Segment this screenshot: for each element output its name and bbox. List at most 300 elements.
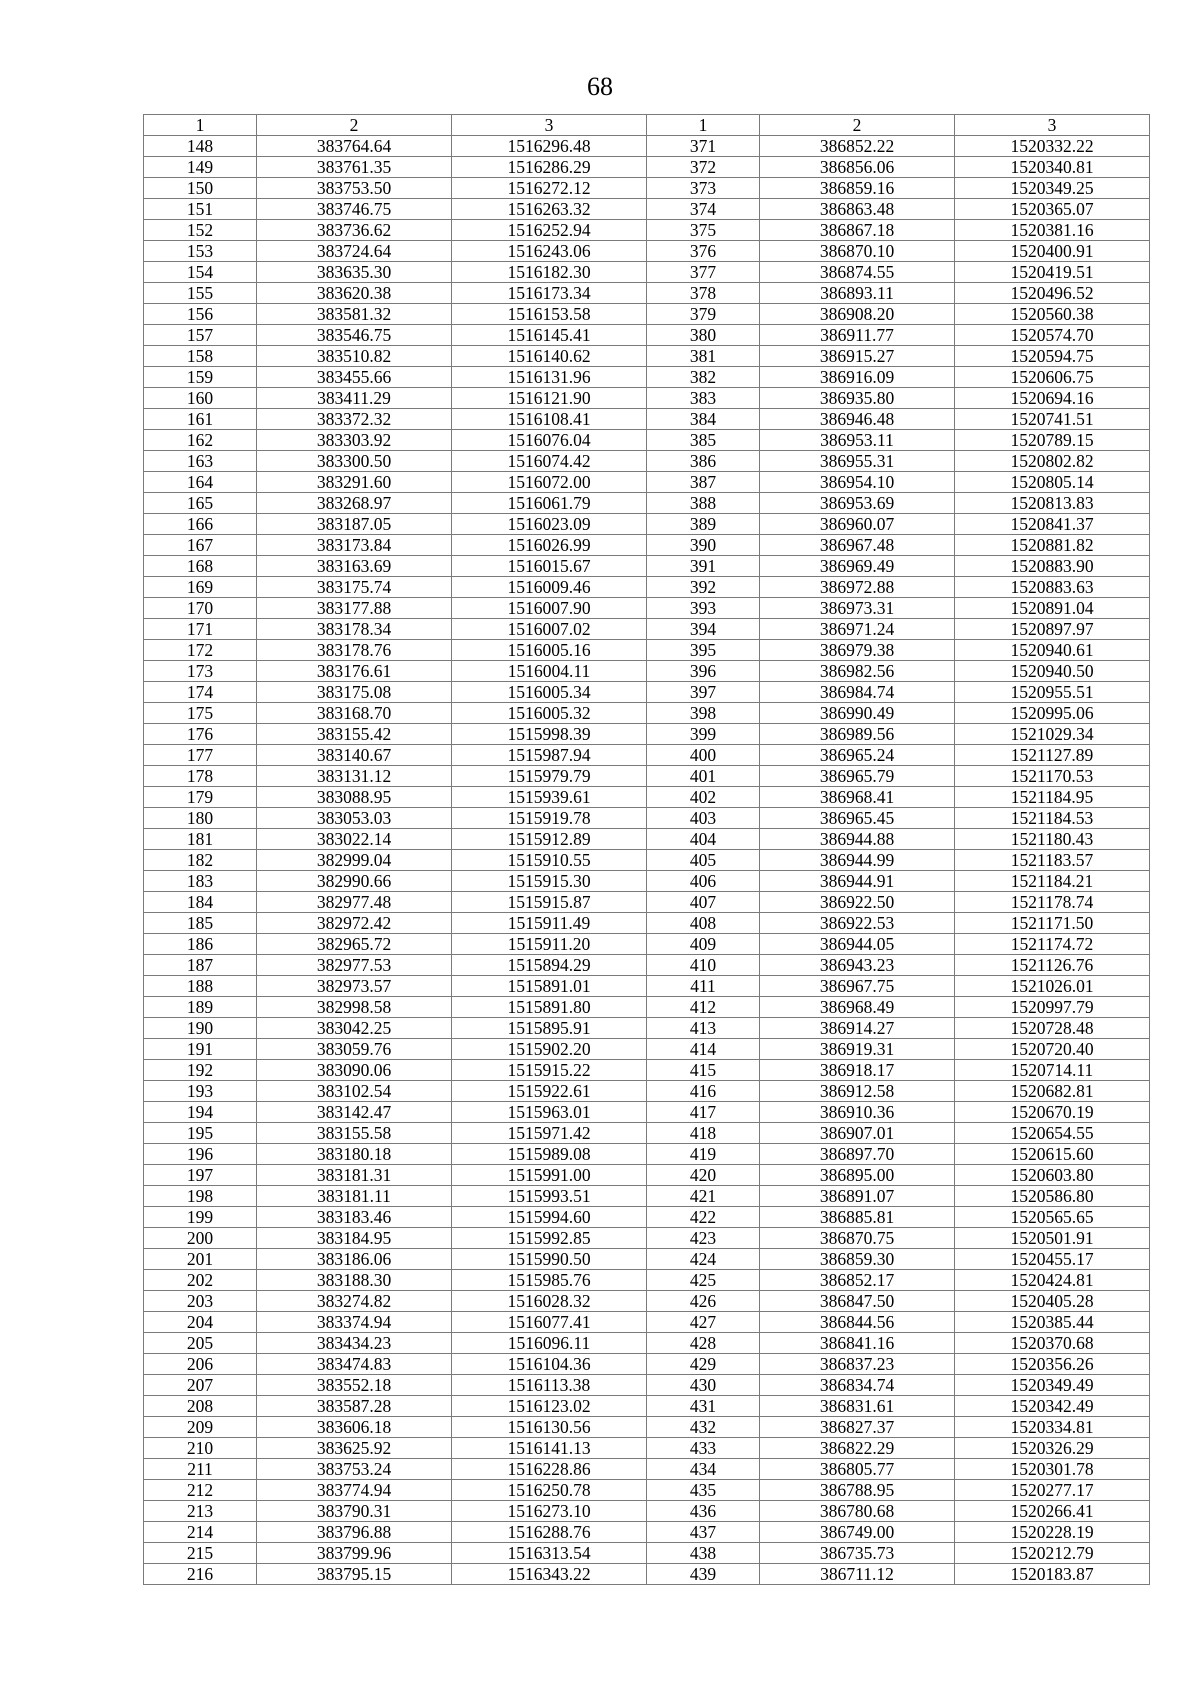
x-coordinate-cell: 383606.18 bbox=[257, 1417, 452, 1438]
y-coordinate-cell: 1515987.94 bbox=[452, 745, 647, 766]
x-coordinate-cell: 383142.47 bbox=[257, 1102, 452, 1123]
y-coordinate-cell: 1516009.46 bbox=[452, 577, 647, 598]
table-row bbox=[144, 871, 1150, 892]
y-coordinate-cell: 1520955.51 bbox=[955, 682, 1150, 703]
point-number-cell: 417 bbox=[647, 1102, 760, 1123]
point-number-cell: 192 bbox=[144, 1060, 257, 1081]
x-coordinate-cell: 386834.74 bbox=[760, 1375, 955, 1396]
y-coordinate-cell: 1516072.00 bbox=[452, 472, 647, 493]
point-number-cell: 162 bbox=[144, 430, 257, 451]
y-coordinate-cell: 1516343.22 bbox=[452, 1564, 647, 1585]
x-coordinate-cell: 386788.95 bbox=[760, 1480, 955, 1501]
y-coordinate-cell: 1520682.81 bbox=[955, 1081, 1150, 1102]
point-number-cell: 388 bbox=[647, 493, 760, 514]
table-row bbox=[144, 493, 1150, 514]
table-row bbox=[144, 1144, 1150, 1165]
header-cell: 1 bbox=[647, 115, 760, 136]
y-coordinate-cell: 1520349.49 bbox=[955, 1375, 1150, 1396]
x-coordinate-cell: 386944.05 bbox=[760, 934, 955, 955]
table-row bbox=[144, 1060, 1150, 1081]
x-coordinate-cell: 383178.34 bbox=[257, 619, 452, 640]
y-coordinate-cell: 1516250.78 bbox=[452, 1480, 647, 1501]
x-coordinate-cell: 386827.37 bbox=[760, 1417, 955, 1438]
x-coordinate-cell: 383176.61 bbox=[257, 661, 452, 682]
y-coordinate-cell: 1516004.11 bbox=[452, 661, 647, 682]
table-row bbox=[144, 1438, 1150, 1459]
y-coordinate-cell: 1520496.52 bbox=[955, 283, 1150, 304]
y-coordinate-cell: 1516131.96 bbox=[452, 367, 647, 388]
point-number-cell: 179 bbox=[144, 787, 257, 808]
y-coordinate-cell: 1521183.57 bbox=[955, 850, 1150, 871]
point-number-cell: 389 bbox=[647, 514, 760, 535]
y-coordinate-cell: 1516123.02 bbox=[452, 1396, 647, 1417]
x-coordinate-cell: 383736.62 bbox=[257, 220, 452, 241]
x-coordinate-cell: 386891.07 bbox=[760, 1186, 955, 1207]
table-row bbox=[144, 472, 1150, 493]
x-coordinate-cell: 383178.76 bbox=[257, 640, 452, 661]
point-number-cell: 411 bbox=[647, 976, 760, 997]
y-coordinate-cell: 1516173.34 bbox=[452, 283, 647, 304]
y-coordinate-cell: 1515894.29 bbox=[452, 955, 647, 976]
x-coordinate-cell: 386837.23 bbox=[760, 1354, 955, 1375]
x-coordinate-cell: 386867.18 bbox=[760, 220, 955, 241]
x-coordinate-cell: 383374.94 bbox=[257, 1312, 452, 1333]
point-number-cell: 390 bbox=[647, 535, 760, 556]
x-coordinate-cell: 386859.30 bbox=[760, 1249, 955, 1270]
point-number-cell: 155 bbox=[144, 283, 257, 304]
table-row bbox=[144, 199, 1150, 220]
y-coordinate-cell: 1515915.87 bbox=[452, 892, 647, 913]
y-coordinate-cell: 1520385.44 bbox=[955, 1312, 1150, 1333]
point-number-cell: 157 bbox=[144, 325, 257, 346]
x-coordinate-cell: 386990.49 bbox=[760, 703, 955, 724]
point-number-cell: 161 bbox=[144, 409, 257, 430]
point-number-cell: 400 bbox=[647, 745, 760, 766]
point-number-cell: 175 bbox=[144, 703, 257, 724]
x-coordinate-cell: 383184.95 bbox=[257, 1228, 452, 1249]
table-row bbox=[144, 346, 1150, 367]
point-number-cell: 203 bbox=[144, 1291, 257, 1312]
y-coordinate-cell: 1520594.75 bbox=[955, 346, 1150, 367]
y-coordinate-cell: 1516061.79 bbox=[452, 493, 647, 514]
point-number-cell: 409 bbox=[647, 934, 760, 955]
x-coordinate-cell: 383268.97 bbox=[257, 493, 452, 514]
x-coordinate-cell: 383774.94 bbox=[257, 1480, 452, 1501]
y-coordinate-cell: 1520883.63 bbox=[955, 577, 1150, 598]
point-number-cell: 386 bbox=[647, 451, 760, 472]
x-coordinate-cell: 386912.58 bbox=[760, 1081, 955, 1102]
point-number-cell: 381 bbox=[647, 346, 760, 367]
point-number-cell: 180 bbox=[144, 808, 257, 829]
point-number-cell: 152 bbox=[144, 220, 257, 241]
x-coordinate-cell: 383163.69 bbox=[257, 556, 452, 577]
x-coordinate-cell: 383625.92 bbox=[257, 1438, 452, 1459]
y-coordinate-cell: 1520940.61 bbox=[955, 640, 1150, 661]
y-coordinate-cell: 1515911.20 bbox=[452, 934, 647, 955]
y-coordinate-cell: 1515895.91 bbox=[452, 1018, 647, 1039]
y-coordinate-cell: 1516005.34 bbox=[452, 682, 647, 703]
point-number-cell: 401 bbox=[647, 766, 760, 787]
point-number-cell: 374 bbox=[647, 199, 760, 220]
x-coordinate-cell: 383753.24 bbox=[257, 1459, 452, 1480]
y-coordinate-cell: 1516026.99 bbox=[452, 535, 647, 556]
x-coordinate-cell: 386893.11 bbox=[760, 283, 955, 304]
y-coordinate-cell: 1516286.29 bbox=[452, 157, 647, 178]
point-number-cell: 177 bbox=[144, 745, 257, 766]
table-row bbox=[144, 325, 1150, 346]
x-coordinate-cell: 382990.66 bbox=[257, 871, 452, 892]
x-coordinate-cell: 386805.77 bbox=[760, 1459, 955, 1480]
x-coordinate-cell: 386965.24 bbox=[760, 745, 955, 766]
point-number-cell: 154 bbox=[144, 262, 257, 283]
y-coordinate-cell: 1516074.42 bbox=[452, 451, 647, 472]
point-number-cell: 376 bbox=[647, 241, 760, 262]
point-number-cell: 426 bbox=[647, 1291, 760, 1312]
y-coordinate-cell: 1515989.08 bbox=[452, 1144, 647, 1165]
y-coordinate-cell: 1520560.38 bbox=[955, 304, 1150, 325]
y-coordinate-cell: 1515910.55 bbox=[452, 850, 647, 871]
y-coordinate-cell: 1520266.41 bbox=[955, 1501, 1150, 1522]
point-number-cell: 382 bbox=[647, 367, 760, 388]
y-coordinate-cell: 1520228.19 bbox=[955, 1522, 1150, 1543]
point-number-cell: 200 bbox=[144, 1228, 257, 1249]
point-number-cell: 211 bbox=[144, 1459, 257, 1480]
y-coordinate-cell: 1515915.30 bbox=[452, 871, 647, 892]
point-number-cell: 413 bbox=[647, 1018, 760, 1039]
y-coordinate-cell: 1516263.32 bbox=[452, 199, 647, 220]
y-coordinate-cell: 1520813.83 bbox=[955, 493, 1150, 514]
point-number-cell: 377 bbox=[647, 262, 760, 283]
table-row bbox=[144, 640, 1150, 661]
y-coordinate-cell: 1520405.28 bbox=[955, 1291, 1150, 1312]
x-coordinate-cell: 383552.18 bbox=[257, 1375, 452, 1396]
table-row bbox=[144, 535, 1150, 556]
y-coordinate-cell: 1515911.49 bbox=[452, 913, 647, 934]
coordinates-table bbox=[143, 114, 1150, 1585]
point-number-cell: 422 bbox=[647, 1207, 760, 1228]
y-coordinate-cell: 1520501.91 bbox=[955, 1228, 1150, 1249]
y-coordinate-cell: 1520301.78 bbox=[955, 1459, 1150, 1480]
x-coordinate-cell: 386946.48 bbox=[760, 409, 955, 430]
point-number-cell: 205 bbox=[144, 1333, 257, 1354]
point-number-cell: 213 bbox=[144, 1501, 257, 1522]
point-number-cell: 201 bbox=[144, 1249, 257, 1270]
x-coordinate-cell: 383799.96 bbox=[257, 1543, 452, 1564]
point-number-cell: 423 bbox=[647, 1228, 760, 1249]
point-number-cell: 437 bbox=[647, 1522, 760, 1543]
y-coordinate-cell: 1521029.34 bbox=[955, 724, 1150, 745]
y-coordinate-cell: 1520574.70 bbox=[955, 325, 1150, 346]
point-number-cell: 209 bbox=[144, 1417, 257, 1438]
x-coordinate-cell: 383300.50 bbox=[257, 451, 452, 472]
x-coordinate-cell: 383587.28 bbox=[257, 1396, 452, 1417]
point-number-cell: 375 bbox=[647, 220, 760, 241]
x-coordinate-cell: 383059.76 bbox=[257, 1039, 452, 1060]
y-coordinate-cell: 1515939.61 bbox=[452, 787, 647, 808]
table-row bbox=[144, 304, 1150, 325]
table-row bbox=[144, 1396, 1150, 1417]
table-row bbox=[144, 1207, 1150, 1228]
point-number-cell: 187 bbox=[144, 955, 257, 976]
y-coordinate-cell: 1520741.51 bbox=[955, 409, 1150, 430]
y-coordinate-cell: 1520897.97 bbox=[955, 619, 1150, 640]
x-coordinate-cell: 386944.99 bbox=[760, 850, 955, 871]
x-coordinate-cell: 383546.75 bbox=[257, 325, 452, 346]
x-coordinate-cell: 383796.88 bbox=[257, 1522, 452, 1543]
table-row bbox=[144, 220, 1150, 241]
point-number-cell: 191 bbox=[144, 1039, 257, 1060]
point-number-cell: 204 bbox=[144, 1312, 257, 1333]
y-coordinate-cell: 1520606.75 bbox=[955, 367, 1150, 388]
y-coordinate-cell: 1516005.16 bbox=[452, 640, 647, 661]
point-number-cell: 216 bbox=[144, 1564, 257, 1585]
y-coordinate-cell: 1516273.10 bbox=[452, 1501, 647, 1522]
x-coordinate-cell: 386895.00 bbox=[760, 1165, 955, 1186]
y-coordinate-cell: 1516141.13 bbox=[452, 1438, 647, 1459]
y-coordinate-cell: 1520419.51 bbox=[955, 262, 1150, 283]
table-row bbox=[144, 913, 1150, 934]
table-row bbox=[144, 619, 1150, 640]
point-number-cell: 208 bbox=[144, 1396, 257, 1417]
x-coordinate-cell: 383474.83 bbox=[257, 1354, 452, 1375]
table-row bbox=[144, 1186, 1150, 1207]
point-number-cell: 429 bbox=[647, 1354, 760, 1375]
point-number-cell: 373 bbox=[647, 178, 760, 199]
y-coordinate-cell: 1520881.82 bbox=[955, 535, 1150, 556]
y-coordinate-cell: 1520694.16 bbox=[955, 388, 1150, 409]
point-number-cell: 206 bbox=[144, 1354, 257, 1375]
x-coordinate-cell: 386984.74 bbox=[760, 682, 955, 703]
y-coordinate-cell: 1515994.60 bbox=[452, 1207, 647, 1228]
x-coordinate-cell: 386841.16 bbox=[760, 1333, 955, 1354]
point-number-cell: 151 bbox=[144, 199, 257, 220]
y-coordinate-cell: 1516076.04 bbox=[452, 430, 647, 451]
x-coordinate-cell: 383455.66 bbox=[257, 367, 452, 388]
point-number-cell: 172 bbox=[144, 640, 257, 661]
y-coordinate-cell: 1521178.74 bbox=[955, 892, 1150, 913]
point-number-cell: 183 bbox=[144, 871, 257, 892]
y-coordinate-cell: 1520789.15 bbox=[955, 430, 1150, 451]
y-coordinate-cell: 1516005.32 bbox=[452, 703, 647, 724]
point-number-cell: 424 bbox=[647, 1249, 760, 1270]
table-row bbox=[144, 766, 1150, 787]
point-number-cell: 160 bbox=[144, 388, 257, 409]
y-coordinate-cell: 1521184.95 bbox=[955, 787, 1150, 808]
table-row bbox=[144, 1312, 1150, 1333]
y-coordinate-cell: 1520326.29 bbox=[955, 1438, 1150, 1459]
point-number-cell: 408 bbox=[647, 913, 760, 934]
y-coordinate-cell: 1516243.06 bbox=[452, 241, 647, 262]
x-coordinate-cell: 383635.30 bbox=[257, 262, 452, 283]
point-number-cell: 185 bbox=[144, 913, 257, 934]
point-number-cell: 166 bbox=[144, 514, 257, 535]
point-number-cell: 174 bbox=[144, 682, 257, 703]
y-coordinate-cell: 1516288.76 bbox=[452, 1522, 647, 1543]
header-cell: 2 bbox=[760, 115, 955, 136]
x-coordinate-cell: 383753.50 bbox=[257, 178, 452, 199]
y-coordinate-cell: 1515963.01 bbox=[452, 1102, 647, 1123]
y-coordinate-cell: 1520615.60 bbox=[955, 1144, 1150, 1165]
x-coordinate-cell: 383411.29 bbox=[257, 388, 452, 409]
y-coordinate-cell: 1520342.49 bbox=[955, 1396, 1150, 1417]
x-coordinate-cell: 383187.05 bbox=[257, 514, 452, 535]
x-coordinate-cell: 383175.08 bbox=[257, 682, 452, 703]
x-coordinate-cell: 383303.92 bbox=[257, 430, 452, 451]
y-coordinate-cell: 1520349.25 bbox=[955, 178, 1150, 199]
point-number-cell: 380 bbox=[647, 325, 760, 346]
x-coordinate-cell: 386914.27 bbox=[760, 1018, 955, 1039]
point-number-cell: 435 bbox=[647, 1480, 760, 1501]
y-coordinate-cell: 1521174.72 bbox=[955, 934, 1150, 955]
point-number-cell: 415 bbox=[647, 1060, 760, 1081]
table-row bbox=[144, 997, 1150, 1018]
y-coordinate-cell: 1520720.40 bbox=[955, 1039, 1150, 1060]
y-coordinate-cell: 1516113.38 bbox=[452, 1375, 647, 1396]
table-row bbox=[144, 262, 1150, 283]
x-coordinate-cell: 386874.55 bbox=[760, 262, 955, 283]
point-number-cell: 190 bbox=[144, 1018, 257, 1039]
table-row bbox=[144, 703, 1150, 724]
y-coordinate-cell: 1515990.50 bbox=[452, 1249, 647, 1270]
table-row bbox=[144, 241, 1150, 262]
point-number-cell: 425 bbox=[647, 1270, 760, 1291]
y-coordinate-cell: 1520455.17 bbox=[955, 1249, 1150, 1270]
point-number-cell: 402 bbox=[647, 787, 760, 808]
point-number-cell: 156 bbox=[144, 304, 257, 325]
x-coordinate-cell: 383188.30 bbox=[257, 1270, 452, 1291]
y-coordinate-cell: 1515922.61 bbox=[452, 1081, 647, 1102]
point-number-cell: 197 bbox=[144, 1165, 257, 1186]
x-coordinate-cell: 383510.82 bbox=[257, 346, 452, 367]
point-number-cell: 198 bbox=[144, 1186, 257, 1207]
y-coordinate-cell: 1520841.37 bbox=[955, 514, 1150, 535]
point-number-cell: 176 bbox=[144, 724, 257, 745]
point-number-cell: 434 bbox=[647, 1459, 760, 1480]
y-coordinate-cell: 1520340.81 bbox=[955, 157, 1150, 178]
table-row bbox=[144, 976, 1150, 997]
x-coordinate-cell: 383795.15 bbox=[257, 1564, 452, 1585]
point-number-cell: 404 bbox=[647, 829, 760, 850]
point-number-cell: 439 bbox=[647, 1564, 760, 1585]
table-row bbox=[144, 367, 1150, 388]
x-coordinate-cell: 382977.48 bbox=[257, 892, 452, 913]
x-coordinate-cell: 386749.00 bbox=[760, 1522, 955, 1543]
x-coordinate-cell: 386965.79 bbox=[760, 766, 955, 787]
point-number-cell: 396 bbox=[647, 661, 760, 682]
x-coordinate-cell: 383042.25 bbox=[257, 1018, 452, 1039]
x-coordinate-cell: 386979.38 bbox=[760, 640, 955, 661]
y-coordinate-cell: 1516104.36 bbox=[452, 1354, 647, 1375]
x-coordinate-cell: 383102.54 bbox=[257, 1081, 452, 1102]
y-coordinate-cell: 1520365.07 bbox=[955, 199, 1150, 220]
y-coordinate-cell: 1515919.78 bbox=[452, 808, 647, 829]
point-number-cell: 169 bbox=[144, 577, 257, 598]
x-coordinate-cell: 383790.31 bbox=[257, 1501, 452, 1522]
point-number-cell: 164 bbox=[144, 472, 257, 493]
point-number-cell: 372 bbox=[647, 157, 760, 178]
x-coordinate-cell: 382972.42 bbox=[257, 913, 452, 934]
y-coordinate-cell: 1520565.65 bbox=[955, 1207, 1150, 1228]
x-coordinate-cell: 383746.75 bbox=[257, 199, 452, 220]
point-number-cell: 412 bbox=[647, 997, 760, 1018]
y-coordinate-cell: 1520424.81 bbox=[955, 1270, 1150, 1291]
y-coordinate-cell: 1520997.79 bbox=[955, 997, 1150, 1018]
x-coordinate-cell: 386968.49 bbox=[760, 997, 955, 1018]
point-number-cell: 194 bbox=[144, 1102, 257, 1123]
point-number-cell: 387 bbox=[647, 472, 760, 493]
x-coordinate-cell: 383274.82 bbox=[257, 1291, 452, 1312]
table-row bbox=[144, 598, 1150, 619]
y-coordinate-cell: 1516007.90 bbox=[452, 598, 647, 619]
y-coordinate-cell: 1516140.62 bbox=[452, 346, 647, 367]
y-coordinate-cell: 1516015.67 bbox=[452, 556, 647, 577]
x-coordinate-cell: 386852.17 bbox=[760, 1270, 955, 1291]
y-coordinate-cell: 1516121.90 bbox=[452, 388, 647, 409]
table-row bbox=[144, 850, 1150, 871]
point-number-cell: 178 bbox=[144, 766, 257, 787]
x-coordinate-cell: 383168.70 bbox=[257, 703, 452, 724]
y-coordinate-cell: 1516313.54 bbox=[452, 1543, 647, 1564]
y-coordinate-cell: 1520805.14 bbox=[955, 472, 1150, 493]
table-row bbox=[144, 661, 1150, 682]
y-coordinate-cell: 1520654.55 bbox=[955, 1123, 1150, 1144]
y-coordinate-cell: 1515991.00 bbox=[452, 1165, 647, 1186]
y-coordinate-cell: 1516077.41 bbox=[452, 1312, 647, 1333]
table-row bbox=[144, 682, 1150, 703]
point-number-cell: 202 bbox=[144, 1270, 257, 1291]
point-number-cell: 184 bbox=[144, 892, 257, 913]
table-row bbox=[144, 1165, 1150, 1186]
y-coordinate-cell: 1520995.06 bbox=[955, 703, 1150, 724]
x-coordinate-cell: 383181.31 bbox=[257, 1165, 452, 1186]
point-number-cell: 171 bbox=[144, 619, 257, 640]
y-coordinate-cell: 1520670.19 bbox=[955, 1102, 1150, 1123]
table-row bbox=[144, 1354, 1150, 1375]
x-coordinate-cell: 386711.12 bbox=[760, 1564, 955, 1585]
x-coordinate-cell: 386852.22 bbox=[760, 136, 955, 157]
point-number-cell: 159 bbox=[144, 367, 257, 388]
y-coordinate-cell: 1521026.01 bbox=[955, 976, 1150, 997]
point-number-cell: 436 bbox=[647, 1501, 760, 1522]
point-number-cell: 158 bbox=[144, 346, 257, 367]
y-coordinate-cell: 1521184.53 bbox=[955, 808, 1150, 829]
table-row bbox=[144, 136, 1150, 157]
x-coordinate-cell: 382965.72 bbox=[257, 934, 452, 955]
y-coordinate-cell: 1520356.26 bbox=[955, 1354, 1150, 1375]
table-row bbox=[144, 1123, 1150, 1144]
x-coordinate-cell: 383140.67 bbox=[257, 745, 452, 766]
y-coordinate-cell: 1521171.50 bbox=[955, 913, 1150, 934]
table-row bbox=[144, 1291, 1150, 1312]
x-coordinate-cell: 383764.64 bbox=[257, 136, 452, 157]
table-header-row bbox=[144, 115, 1150, 136]
x-coordinate-cell: 383053.03 bbox=[257, 808, 452, 829]
x-coordinate-cell: 383581.32 bbox=[257, 304, 452, 325]
point-number-cell: 393 bbox=[647, 598, 760, 619]
y-coordinate-cell: 1516272.12 bbox=[452, 178, 647, 199]
y-coordinate-cell: 1520940.50 bbox=[955, 661, 1150, 682]
y-coordinate-cell: 1516108.41 bbox=[452, 409, 647, 430]
point-number-cell: 170 bbox=[144, 598, 257, 619]
x-coordinate-cell: 386953.69 bbox=[760, 493, 955, 514]
y-coordinate-cell: 1520400.91 bbox=[955, 241, 1150, 262]
x-coordinate-cell: 383022.14 bbox=[257, 829, 452, 850]
x-coordinate-cell: 386967.75 bbox=[760, 976, 955, 997]
y-coordinate-cell: 1515971.42 bbox=[452, 1123, 647, 1144]
y-coordinate-cell: 1516182.30 bbox=[452, 262, 647, 283]
point-number-cell: 378 bbox=[647, 283, 760, 304]
x-coordinate-cell: 386831.61 bbox=[760, 1396, 955, 1417]
